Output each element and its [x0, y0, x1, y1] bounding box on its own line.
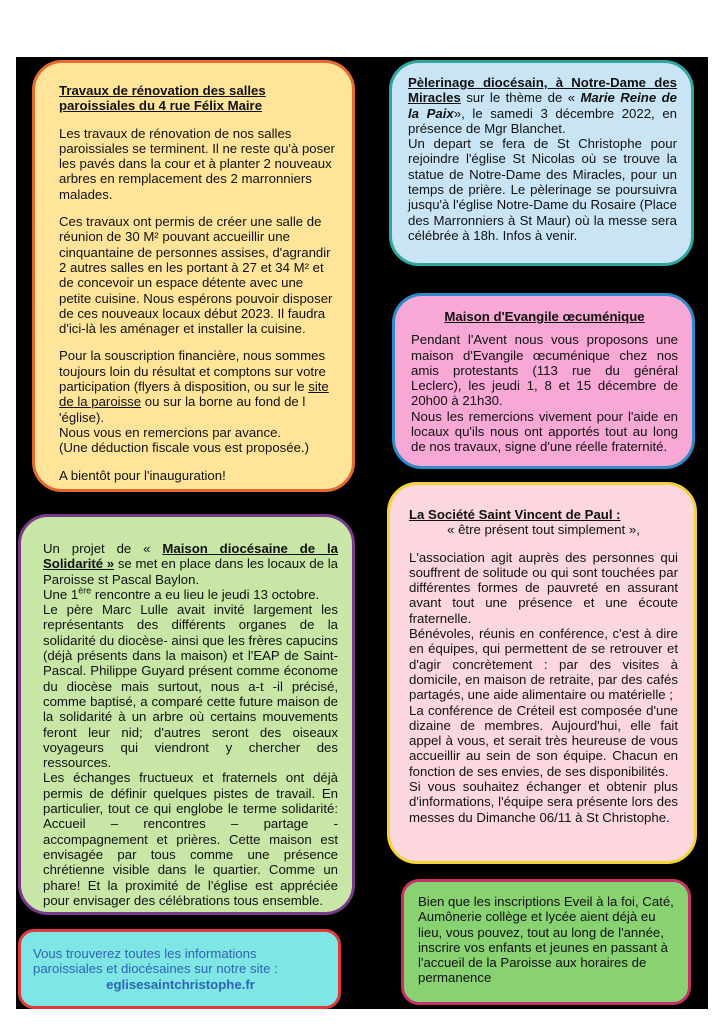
svp-paragraph-4: Si vous souhaitez échanger et obtenir plus d'informations, l'équipe sera présente lors des messes du Dimanche 06/11 à St Christophe. — [409, 779, 678, 825]
evangile-box — [392, 293, 695, 469]
travaux-paragraph-2: Ces travaux ont permis de créer une salle de réunion de 30 M² pouvant accueillir une cinquantaine de personnes assises, d'agrandir 2 autres salles en les portant à 27 et 34 M² et de concevoir un espace détente avec une petite cuisine. Nous espérons pouvoir disposer de ces nouveaux locaux début 2023. Il faudra d'ici-là les aménager et installer la cuisine. — [59, 214, 333, 337]
travaux-inauguration: A bientôt pour l'inauguration! — [59, 467, 226, 483]
svp-paragraph-1: L'association agit auprès des personnes qui souffrent de solitude ou qui sont touchées par différentes formes de pauvreté en assurant avant tout une présence et une écoute fraternelle. — [409, 549, 678, 626]
pelerinage-body: Un depart se fera de St Christophe pour rejoindre l'église St Nicolas où se trouve la statue de Notre-Dame des Miracles, pour un temps de prière. Le pèlerinage se poursuivra jusqu'à l'église Notre-Dame du Rosaire (Place des Marronniers à St Maur) où la messe sera célébrée à 18h. Infos à venir. — [408, 136, 677, 243]
solidarite-first-after: rencontre a eu lieu le jeudi 13 octobre. — [91, 586, 320, 602]
pelerinage-intro-end: », le samedi 3 décembre 2022, en présence de Mgr Blanchet. — [408, 105, 677, 136]
pelerinage-title: Pèlerinage diocésain, à Notre-Dame des Miracles — [408, 75, 677, 106]
travaux-p3-after: ou sur la borne au fond de l 'église). — [59, 394, 306, 425]
travaux-thanks: Nous vous en remercions par avance. — [59, 424, 282, 440]
svp-paragraph-3: La conférence de Créteil est composée d'une dizaine de membres. Aujourd'hui, elle fait appel à vous, et serait très heureuse de vous accueillir au sein de son équipe. Chacun en fonction de ses envies, de ses disponibilités. — [409, 702, 678, 779]
travaux-paragraph-1: Les travaux de rénovation de nos salles paroissiales se terminent. Il ne reste qu'à poser les pavés dans la cour et à planter 2 nouveaux arbres en remplacement des 2 marronniers malades. — [59, 125, 335, 202]
solidarite-paragraph-3: Les échanges fructueux et fraternels ont déjà permis de définir quelques pistes de travail. En particulier, tout ce qui englobe le terme solidarité: Accueil – rencontres – partage - accompagnement et prières. Cette maison est envisagée par tous comme une présence chrétienne visible dans le quartier. Comme un phare! Et la proximité de l'église est appréciée pour envisager des célébrations tous ensemble. — [43, 770, 338, 908]
site-box — [18, 929, 341, 1009]
svp-box — [387, 482, 697, 864]
parish-site-link[interactable]: site de la paroisse — [59, 379, 329, 410]
evangile-title: Maison d'Evangile œcuménique — [444, 309, 645, 324]
site-text: Vous trouverez toutes les informations paroissiales et diocésaines sur notre site : — [33, 946, 278, 977]
travaux-tax-note: (Une déduction fiscale vous est proposée.) — [59, 440, 309, 456]
solidarite-intro-after: se met en place dans les locaux de la Paroisse st Pascal Baylon. — [43, 556, 338, 587]
solidarite-intro-before: Un projet de « — [43, 541, 163, 556]
solidarite-box — [18, 514, 355, 915]
solidarite-title: Maison diocésaine de la Solidarité » — [43, 541, 338, 572]
inscriptions-text: Bien que les inscriptions Eveil à la foi, Caté, Aumônerie collège et lycée aient déjà eu lieu, vous pouvez, tout au long de l'année, inscrire vos enfants et jeunes en passant à l'accueil de la Paroisse aux horaires de permanence — [418, 894, 674, 986]
travaux-p3-before: Pour la souscription financière, nous sommes toujours loin du résultat et comptons sur votre participation (flyers à disposition, ou sur le — [59, 348, 326, 395]
solidarite-first-before: Une 1 — [43, 586, 79, 602]
evangile-paragraph-2: Nous les remercions vivement pour l'aide en locaux qu'ils nous ont apportés tout au long de nos travaux, signe d'une réelle fraternité. — [411, 408, 678, 455]
solidarite-first-meeting — [43, 587, 338, 602]
inscriptions-box — [401, 879, 691, 1005]
solidarite-paragraph-2: Le père Marc Lulle avait invité largement les représentants des différents organes de la solidarité du diocèse- ainsi que les frères capucins (déjà présents dans la maison) et l'EAP de Saint-Pascal. Philippe Guyard présent comme économe du diocèse mais surtout, nous a-t -il précisé, comme baptisé, a comparé cette future maison de la solidarité à un arbre où certains mouvements feront leur nid; d'autres seront des oiseaux voyageurs qui viendront y chercher des ressources. — [43, 602, 338, 771]
evangile-paragraph-1: Pendant l'Avent nous vous proposons une maison d'Evangile œcuménique chez nos amis protestants (113 rue du général Leclerc), les jeudi 1, 8 et 15 décembre de 20h00 à 21h30. — [411, 332, 678, 409]
site-url-link[interactable]: eglisesaintchristophe.fr — [106, 976, 255, 992]
bulletin-page — [16, 57, 708, 1009]
travaux-box — [32, 60, 355, 492]
svp-title: La Société Saint Vincent de Paul : — [409, 507, 621, 522]
svp-subtitle: « être présent tout simplement », — [447, 522, 640, 538]
pelerinage-intro-mid: sur le thème de « — [460, 90, 581, 106]
travaux-paragraph-3 — [59, 348, 338, 424]
solidarite-intro — [43, 541, 338, 587]
travaux-title: Travaux de rénovation des salles paroissiales du 4 rue Félix Maire — [59, 83, 266, 114]
pelerinage-box — [389, 60, 694, 266]
pelerinage-theme: Marie Reine de la Paix — [408, 90, 677, 121]
pelerinage-intro — [408, 75, 677, 136]
svp-paragraph-2: Bénévoles, réunis en conférence, c'est à dire en équipes, qui permettent de se retrouver et d'agir concrètement : par des visites à domicile, en maison de retraite, par des cafés partagés, une aide alimentaire ou matérielle ; — [409, 626, 678, 703]
solidarite-first-sup: ère — [78, 585, 92, 596]
